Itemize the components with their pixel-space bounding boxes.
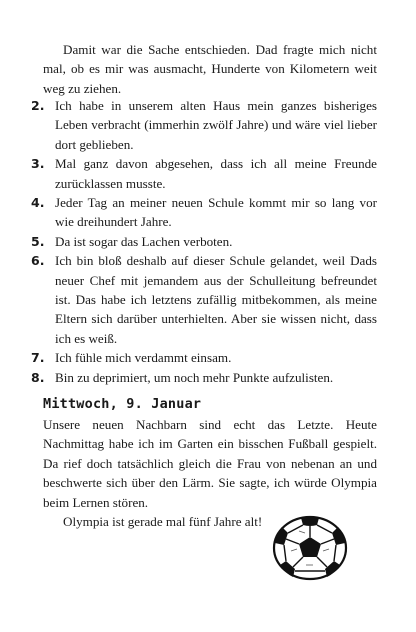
list-number: 6. [31,253,45,269]
list-text: Ich bin bloß deshalb auf dieser Schule gelandet, weil Dads neuer Chef mit jemandem aus der Schulleitung befreundet ist. Das habe ich letztens zufällig mitbekommen, als meine Eltern sich darüber unterhielten. Aber sie wissen nicht, dass ich es weiß. [55,253,377,346]
list-number: 2. [31,98,45,113]
list-item [31,348,377,367]
list-item [31,154,377,193]
intro-paragraph: Damit war die Sache entschieden. Dad fragte mich nicht mal, ob es mir was ausmacht, Hunderte von Kilometern weit weg zu ziehen. [43,42,377,96]
list-item [31,251,377,348]
list-item [31,368,377,387]
list-number: 4. [31,195,45,211]
diary-entry [43,415,377,531]
list-text: Mal ganz davon abgesehen, dass ich all meine Freunde zurücklassen musste. [55,156,377,191]
list-text: Ich habe in unserem alten Haus mein ganzes bisheriges Leben verbracht (immerhin zwölf Jahre) und wäre viel lieber dort geblieben. [55,98,377,152]
list-text: Da ist sogar das Lachen verboten. [55,233,233,249]
list-text: Jeder Tag an meiner neuen Schule kommt mir so lang vor wie dreihundert Jahre. [55,195,377,230]
list-text: Bin zu deprimiert, um noch mehr Punkte aufzulisten. [55,369,334,385]
list-number: 3. [31,156,45,172]
list-text: Ich fühle mich verdammt einsam. [55,350,232,366]
list-item [31,193,377,232]
entry-paragraph: Olympia ist gerade mal fünf Jahre alt! [63,514,263,530]
list-number: 7. [31,350,45,366]
diary-date-heading: Mittwoch, 9. Januar [43,396,202,412]
list-number: 5. [31,233,45,249]
entry-paragraph: Unsere neuen Nachbarn sind echt das Letzte. Heute Nachmittag habe ich im Garten ein bisschen Fußball gespielt. Da rief doch tatsächlich gleich die Frau von nebenan an und beschwerte sich über den Lärm. Sie sagte, ich würde Olympia beim Lernen stören. [43,417,377,510]
list-number: 8. [31,369,45,385]
soccer-ball-icon [271,515,349,581]
list-item [31,96,377,154]
list-item [31,232,377,251]
reasons-list [31,96,377,387]
